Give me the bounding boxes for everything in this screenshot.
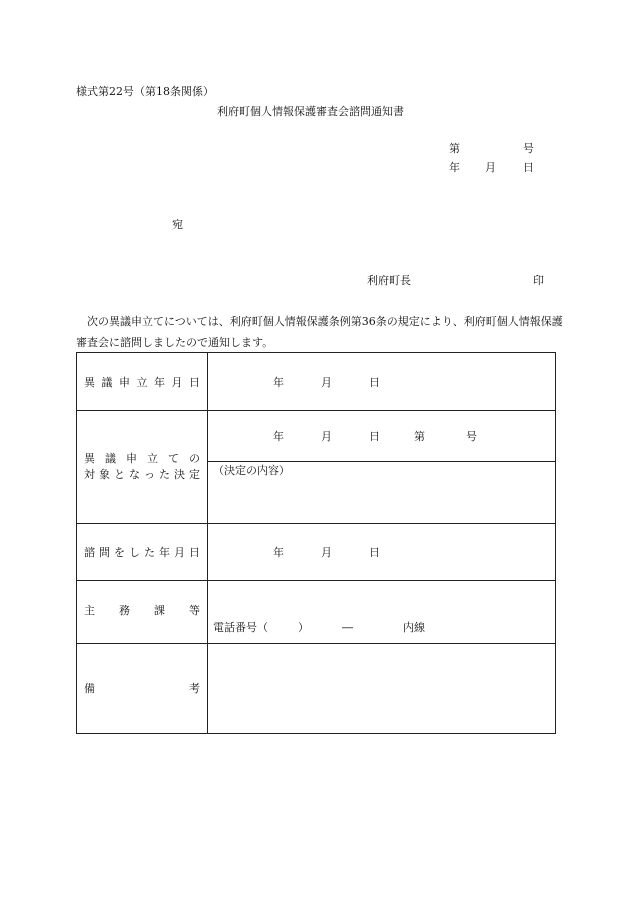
document-title: 利府町個人情報保護審査会諮問通知書 (217, 105, 404, 118)
label-char: 議 (105, 452, 116, 465)
label-char: 務 (119, 604, 130, 617)
label-char: 年 (159, 546, 170, 559)
label-char: な (129, 468, 140, 481)
consultation-date-label (84, 547, 200, 558)
label-char: 議 (101, 376, 113, 389)
label-char: て (168, 452, 179, 465)
appeal-date-month: 月 (321, 376, 332, 389)
label-char: 日 (189, 376, 200, 389)
date-day-label: 日 (523, 161, 534, 174)
appeal-target-label-line2 (84, 469, 200, 480)
remarks-label (84, 683, 200, 694)
seal-mark: 印 (533, 274, 544, 287)
label-char: 主 (84, 604, 95, 617)
consultation-date-month: 月 (321, 546, 332, 559)
label-char: 等 (189, 604, 200, 617)
date-year-label: 年 (449, 161, 460, 174)
extension-label: 内線 (403, 621, 425, 634)
responsible-section-label (84, 605, 200, 616)
decision-date-day: 日 (369, 430, 380, 443)
phone-dash: ― (342, 621, 353, 634)
label-char: の (189, 452, 200, 465)
table-row-divider (77, 580, 555, 581)
label-char: 考 (189, 682, 200, 695)
label-char: 申 (119, 376, 130, 389)
label-char: 対 (84, 468, 95, 481)
label-char: 諮 (84, 546, 95, 559)
appeal-date-day: 日 (369, 376, 380, 389)
label-char: 立 (147, 452, 158, 465)
table-subrow-divider (207, 461, 555, 462)
notice-number-suffix: 号 (523, 142, 534, 155)
consultation-date-year: 年 (273, 546, 284, 559)
label-char: 定 (189, 468, 200, 481)
phone-number-close: ） (298, 621, 309, 634)
form-number: 様式第22号（第18条関係） (76, 85, 214, 98)
label-char: 年 (154, 376, 165, 389)
table-row-divider (77, 643, 555, 644)
date-month-label: 月 (485, 161, 496, 174)
label-char: 月 (174, 546, 185, 559)
label-char: を (114, 546, 125, 559)
label-char: 備 (84, 682, 95, 695)
label-char: 申 (126, 452, 137, 465)
label-char: 決 (174, 468, 185, 481)
label-char: 問 (99, 546, 110, 559)
appeal-target-label-line1 (84, 453, 200, 464)
label-char: 立 (136, 376, 148, 389)
label-char: 日 (189, 546, 200, 559)
sender-name: 利府町長 (367, 274, 411, 287)
label-char: し (129, 546, 140, 559)
label-char: 異 (84, 452, 95, 465)
decision-number-suffix: 号 (466, 430, 477, 443)
notice-body-text: 次の異議申立てについては、利府町個人情報保護条例第36条の規定により、利府町個人情報保護審査会に諮問しましたので通知します。 (76, 315, 563, 349)
consultation-date-day: 日 (369, 546, 380, 559)
addressee-suffix: 宛 (172, 218, 183, 231)
label-char: 課 (154, 604, 165, 617)
label-char: と (114, 468, 125, 481)
decision-date-month: 月 (321, 430, 332, 443)
appeal-date-year: 年 (273, 376, 284, 389)
label-char: 月 (171, 376, 183, 389)
notice-number-label: 第 (449, 142, 460, 155)
table-row-divider (77, 523, 555, 524)
decision-number-label: 第 (414, 430, 425, 443)
label-char: た (159, 468, 170, 481)
label-char: 異 (84, 376, 95, 389)
decision-content-label: （決定の内容） (213, 464, 290, 477)
label-char: っ (144, 468, 155, 481)
phone-number-label: 電話番号（ (213, 621, 268, 634)
appeal-date-label (84, 377, 200, 388)
table-row-divider (77, 410, 555, 411)
label-char: た (144, 546, 155, 559)
label-char: 象 (99, 468, 110, 481)
decision-date-year: 年 (273, 430, 284, 443)
notice-form-table (76, 352, 556, 734)
